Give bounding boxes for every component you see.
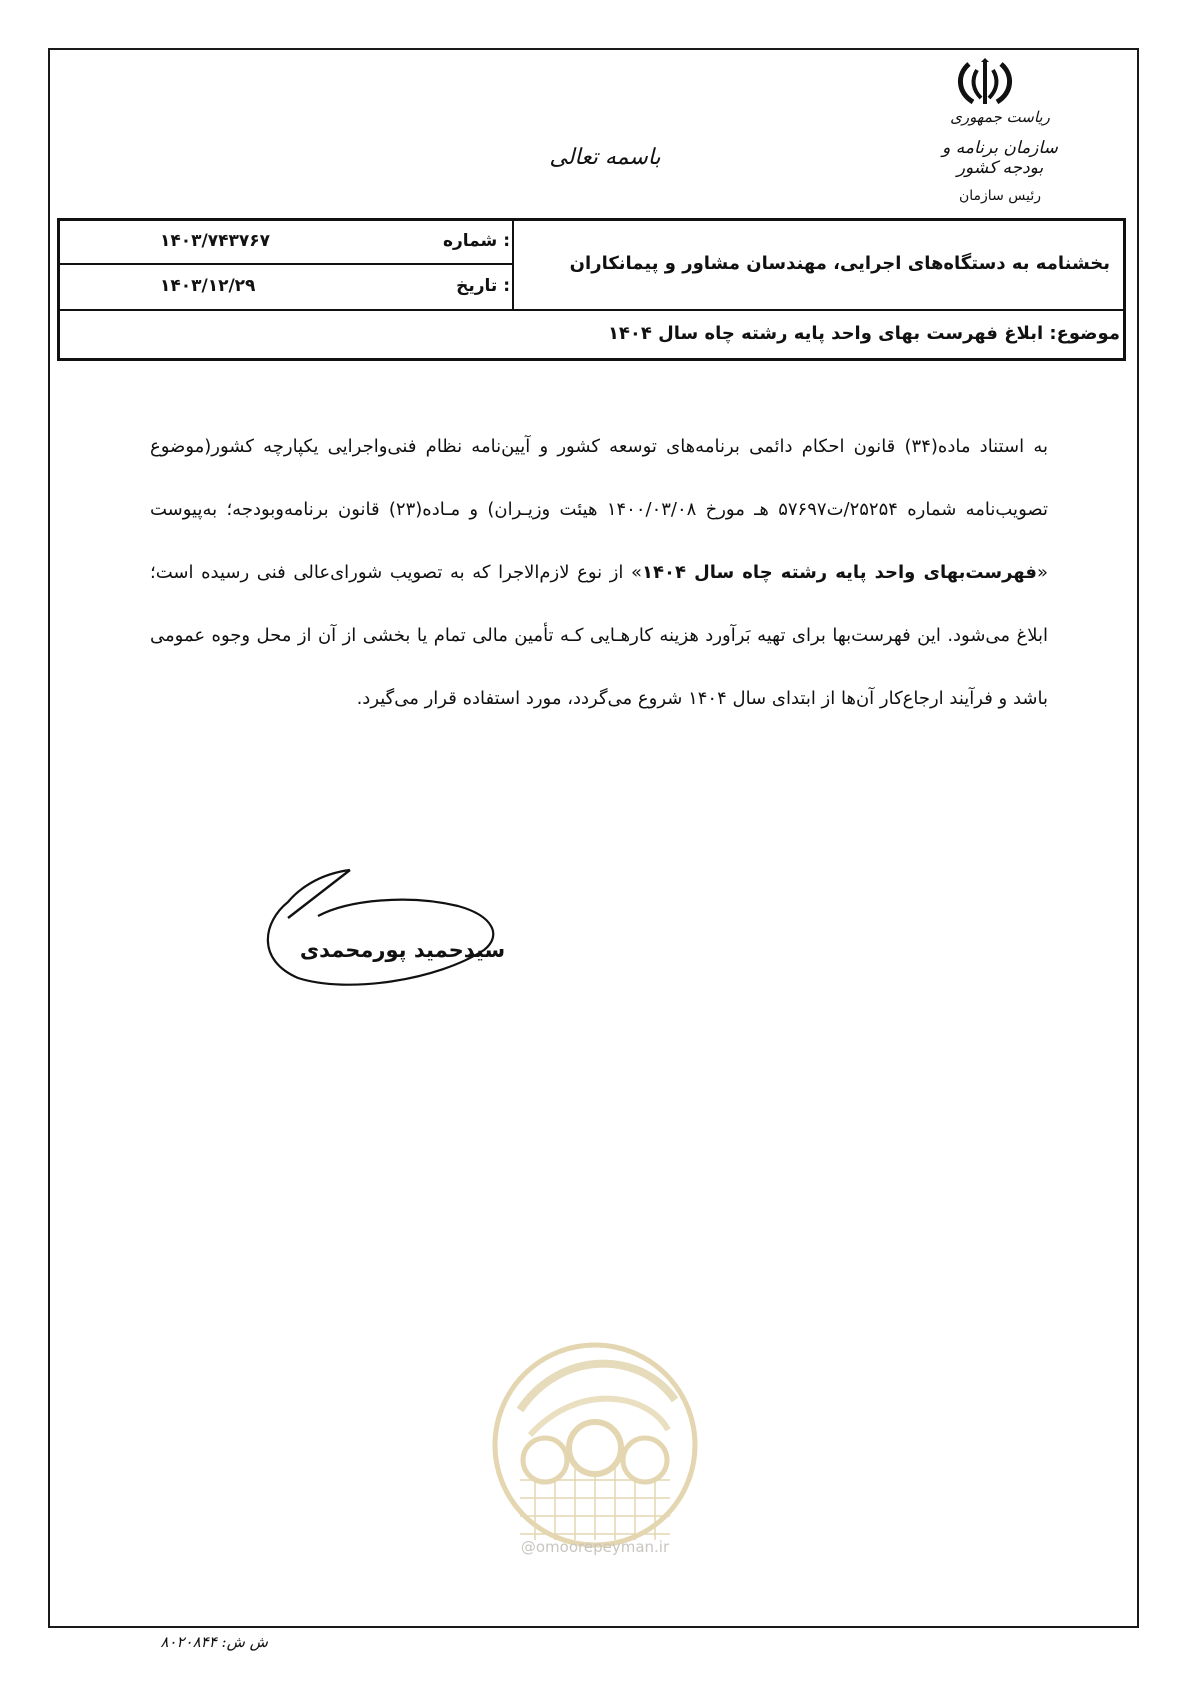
basmala: باسمه تعالی: [549, 145, 661, 170]
omoor-peyman-logo: [490, 1340, 700, 1550]
body-text-2: » از نوع لازم‌الاجرا که به تصویب شورای‌عالی فنی رسیده است؛ ابلاغ می‌شود. این فهرست‌بها برای تهیه بَرآورد هزینه کارهـایی کـه تأمین مالی تمام یا بخشی از آن از محل وجوه عمومی باشد و فرآیند ارجاع‌کار آن‌ها از ابتدای سال ۱۴۰۴ شروع می‌گردد، مورد استفاده قرار می‌گیرد.: [150, 562, 1048, 709]
letter-body: [150, 415, 1048, 730]
org-line-organization: سازمان برنامه و بودجه کشور: [942, 138, 1058, 178]
addressee: بخشنامه به دستگاه‌های اجرایی، مهندسان مشاور و پیمانکاران: [569, 253, 1110, 274]
signatory-name: سیدحمید پورمحمدی: [299, 938, 506, 962]
watermark-url: @omoorepeyman.ir: [520, 1538, 670, 1556]
letter-number-value: ۱۴۰۳/۷۴۳۷۶۷: [160, 231, 270, 251]
registration-code: ش ش: ۸۰۲۰۸۴۴: [160, 1633, 268, 1651]
letter-number-label: شماره :: [442, 231, 510, 251]
subject-line: موضوع: ابلاغ فهرست بهای واحد پایه رشته چاه سال ۱۴۰۴: [607, 323, 1120, 344]
signature-scribble: [258, 860, 516, 990]
iran-emblem-icon: [955, 58, 1015, 108]
body-text-1: به استناد ماده(۳۴) قانون احکام دائمی برنامه‌های توسعه کشور و آیین‌نامه نظام فنی‌واجرایی یکپارچه کشور(موضوع تصویب‌نامه شماره ۲۵۲۵۴/ت۵۷۶۹۷ هـ مورخ ۱۴۰۰/۰۳/۰۸ هیئت وزیـران) و مـاده(۲۳) قانون برنامه‌وبودجه؛ به‌پیوست «: [150, 436, 1048, 583]
letter-date-value: ۱۴۰۳/۱۲/۲۹: [160, 276, 256, 296]
header-info-table: [57, 218, 1126, 361]
letter-date-label: تاریخ :: [456, 276, 510, 296]
body-bold-title: فهرست‌بهای واحد پایه رشته چاه سال ۱۴۰۴: [642, 562, 1037, 583]
org-line-presidency: ریاست جمهوری: [950, 108, 1050, 126]
org-line-head: رئیس سازمان: [959, 188, 1041, 204]
